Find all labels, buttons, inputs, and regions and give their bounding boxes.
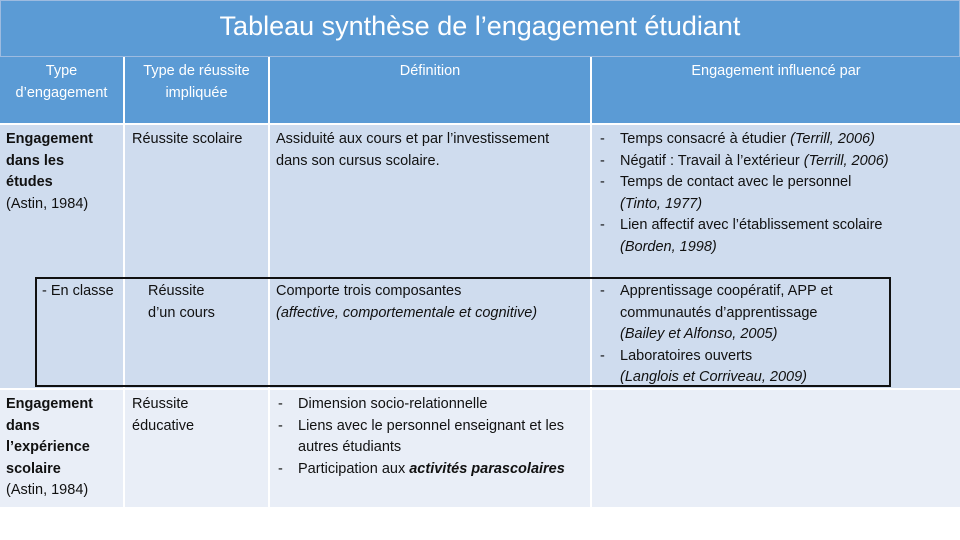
row1-type-label: Engagement dans les études	[6, 131, 94, 190]
header-engagement-influence: Engagement influencé par	[592, 57, 960, 123]
list-item: - Temps de contact avec le personnel (Tinto, 1977)	[598, 172, 954, 215]
header-type-reussite: Type de réussite impliquée	[125, 57, 268, 123]
row2-type: - En classe	[42, 283, 114, 299]
page-title: Tableau synthèse de l’engagement étudiant	[0, 0, 960, 57]
row3-influence-cell	[592, 390, 960, 507]
row1-type-cite: (Astin, 1984)	[6, 195, 89, 212]
header-type-engagement: Type d’engagement	[0, 57, 123, 123]
row3-reussite-cell: Réussite éducative	[125, 390, 268, 507]
row1-influence-list	[598, 129, 954, 258]
list-item: - Apprentissage coopératif, APP et communautés d’apprentissage (Bailey et Alfonso, 2005)	[598, 281, 878, 346]
row2-definition: Comporte trois composantes (affective, comportementale et cognitive)	[276, 283, 538, 321]
row3-definition-cell	[270, 390, 590, 507]
list-item: - Temps consacré à étudier (Terrill, 2006)	[598, 129, 954, 151]
row3-type-cite: (Astin, 1984)	[6, 482, 89, 498]
list-item: - Lien affectif avec l’établissement scolaire (Borden, 1998)	[598, 215, 954, 258]
header-definition: Définition	[270, 57, 590, 123]
list-item: - Liens avec le personnel enseignant et les autres étudiants	[276, 416, 584, 459]
row3-definition-list	[276, 394, 584, 480]
row3-type-cell	[0, 390, 123, 507]
row1-reussite: Réussite scolaire	[132, 131, 243, 147]
highlight-frame	[35, 277, 891, 387]
list-item: - Négatif : Travail à l’extérieur (Terrill, 2006)	[598, 151, 954, 173]
row2-reussite: Réussite d’un cours	[148, 283, 215, 321]
row1-definition: Assiduité aux cours et par l’investissement dans son cursus scolaire.	[276, 131, 550, 169]
list-item: - Dimension socio-relationnelle	[276, 394, 584, 416]
list-item: - Participation aux activités parascolaires	[276, 459, 584, 481]
list-item: - Laboratoires ouverts (Langlois et Corriveau, 2009)	[598, 346, 878, 389]
row3-type-label: Engagement dans l’expérience scolaire	[6, 396, 94, 477]
